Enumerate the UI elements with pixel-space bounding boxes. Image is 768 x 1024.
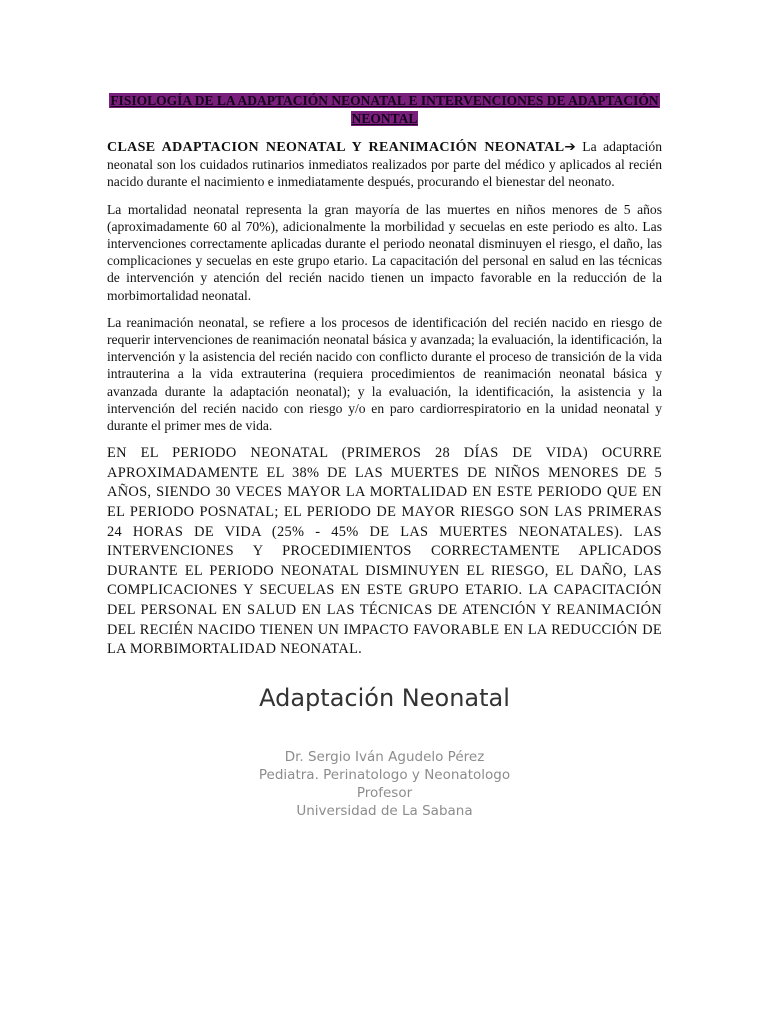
slide-role: Profesor [356, 784, 413, 801]
embedded-slide [107, 684, 662, 820]
title-block [107, 92, 662, 128]
slide-author: Dr. Sergio Iván Agudelo Pérez [284, 748, 485, 765]
document-title: FISIOLOGÍA DE LA ADAPTACIÓN NEONATAL E INTERVENCIONES DE ADAPTACIÓN NEONTAL [110, 93, 659, 126]
slide-title: Adaptación Neonatal [259, 683, 510, 712]
slide-specialty: Pediatra. Perinatologo y Neonatologo [258, 766, 511, 783]
paragraph-reanimation: La reanimación neonatal, se refiere a los procesos de identificación del recién nacido en riesgo de requerir intervenciones de reanimación neonatal básica y avanzada; la evaluación, la identificación, la intervención y la asistencia del recién nacido con conflicto durante el proceso de transición de la vida intrauterina a la vida extrauterina (requiera procedimientos de reanimación neonatal básica y avanzada durante la adaptación neonatal); y la evaluación, la identificación, la asistencia y la intervención del recién nacido con riesgo y/o en paro cardiorrespiratorio en la unidad neonatal y durante el primer mes de vida. [107, 314, 662, 434]
lead-heading: CLASE ADAPTACION NEONATAL Y REANIMACIÓN NEONATAL [107, 140, 565, 155]
paragraph-uppercase: EN EL PERIODO NEONATAL (PRIMEROS 28 DÍAS DE VIDA) OCURRE APROXIMADAMENTE EL 38% DE LAS MUERTES DE NIÑOS MENORES DE 5 AÑOS, SIENDO 30 VECES MAYOR LA MORTALIDAD EN ESTE PERIODO QUE EN EL PERIODO POSNATAL; EL PERIODO DE MAYOR RIESGO SON LAS PRIMERAS 24 HORAS DE VIDA (25% - 45% DE LAS MUERTES NEONATALES). LAS INTERVENCIONES Y PROCEDIMIENTOS CORRECTAMENTE APLICADOS DURANTE EL PERIODO NEONATAL DISMINUYEN EL RIESGO, EL DAÑO, LAS COMPLICACIONES Y SECUELAS EN ESTE GRUPO ETARIO. LA CAPACITACIÓN DEL PERSONAL EN SALUD EN LAS TÉCNICAS DE ATENCIÓN Y REANIMACIÓN DEL RECIÉN NACIDO TIENEN UN IMPACTO FAVORABLE EN LA REDUCCIÓN DE LA MORBIMORTALIDAD NEONATAL. [107, 445, 662, 658]
slide-institution: Universidad de La Sabana [296, 802, 473, 819]
lead-paragraph [107, 138, 662, 191]
lead-text: La adaptación neonatal son los cuidados rutinarios inmediatos realizados por parte del médico y aplicados al recién nacido durante el nacimiento e inmediatamente después, procurando el bienestar del neonato. [107, 139, 662, 190]
arrow-icon: ➔ [564, 139, 576, 155]
paragraph-mortality: La mortalidad neonatal representa la gran mayoría de las muertes en niños menores de 5 años (aproximadamente 60 al 70%), adicionalmente la morbilidad y secuelas en este periodo es alto. Las intervenciones correctamente aplicadas durante el periodo neonatal disminuyen el riesgo, el daño, las complicaciones y secuelas en este grupo etario. La capacitación del personal en salud en las técnicas de intervención y atención del recién nacido tienen un impacto favorable en la reducción de la morbimortalidad neonatal. [107, 201, 662, 303]
